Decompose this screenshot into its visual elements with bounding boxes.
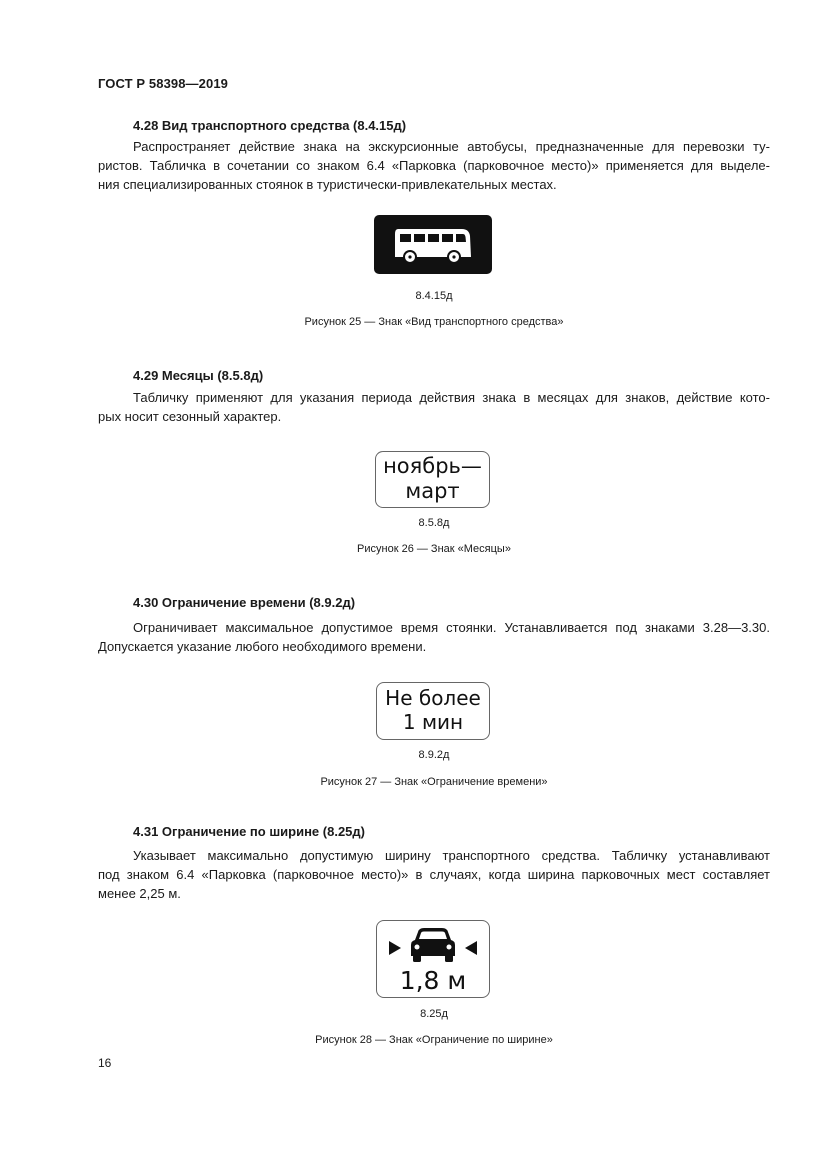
section-heading-4-29: 4.29 Месяцы (8.5.8д)	[133, 368, 264, 383]
text-line: рых носит сезонный характер.	[98, 409, 282, 424]
text-line: ристов. Табличка в сочетании со знаком 6.4 «Парковка (парковочное место)» применяется для выделе-	[98, 158, 770, 173]
document-header: ГОСТ Р 58398—2019	[98, 76, 228, 91]
text-line: Допускается указание любого необходимого времени.	[98, 639, 427, 654]
page-number: 16	[98, 1056, 112, 1070]
section-text-4-28	[98, 137, 770, 194]
section-heading-4-31: 4.31 Ограничение по ширине (8.25д)	[133, 824, 365, 839]
sign-code: 8.25д	[420, 1008, 448, 1020]
bus-sign-plate	[374, 215, 492, 274]
text-line: Указывает максимально допустимую ширину транспортного средства. Табличку устанавливают	[133, 848, 770, 863]
section-heading-4-30: 4.30 Ограничение времени (8.9.2д)	[133, 595, 356, 610]
sign-text: 1 мин	[402, 710, 464, 734]
figure-caption: Рисунок 28 — Знак «Ограничение по ширине»	[315, 1034, 553, 1046]
sign-code: 8.5.8д	[418, 517, 450, 529]
time-limit-sign-plate	[376, 682, 490, 740]
section-heading-4-28: 4.28 Вид транспортного средства (8.4.15д)	[133, 118, 407, 133]
text-line: Ограничивает максимальное допустимое время стоянки. Устанавливается под знаками 3.28—3.30.	[133, 620, 770, 635]
width-limit-sign-plate	[376, 920, 490, 998]
text-line: Распространяет действие знака на экскурсионные автобусы, предназначенные для перевозки ту-	[133, 139, 770, 154]
text-line: под знаком 6.4 «Парковка (парковочное место)» в случаях, когда ширина парковочных мест составляет	[98, 867, 770, 882]
sign-code: 8.9.2д	[418, 749, 450, 761]
section-text-4-29	[98, 388, 770, 426]
sign-text: Не более	[385, 686, 481, 710]
bus-icon	[374, 215, 492, 274]
text-line: менее 2,25 м.	[98, 886, 181, 901]
sign-text: 1,8 м	[399, 966, 467, 995]
figure-caption: Рисунок 26 — Знак «Месяцы»	[357, 543, 511, 555]
car-icon	[377, 924, 489, 968]
months-sign-plate	[375, 451, 490, 508]
text-line: ния специализированных стоянок в туристически-привлекательных местах.	[98, 177, 557, 192]
text-line: Табличку применяют для указания периода действия знака в месяцах для знаков, действие кото-	[133, 390, 770, 405]
figure-caption: Рисунок 25 — Знак «Вид транспортного средства»	[304, 316, 564, 328]
section-text-4-31	[98, 846, 770, 903]
figure-caption: Рисунок 27 — Знак «Ограничение времени»	[320, 776, 548, 788]
section-text-4-30	[98, 618, 770, 656]
sign-code: 8.4.15д	[415, 290, 453, 302]
sign-text: ноябрь—	[383, 454, 482, 478]
sign-text: март	[405, 479, 460, 503]
